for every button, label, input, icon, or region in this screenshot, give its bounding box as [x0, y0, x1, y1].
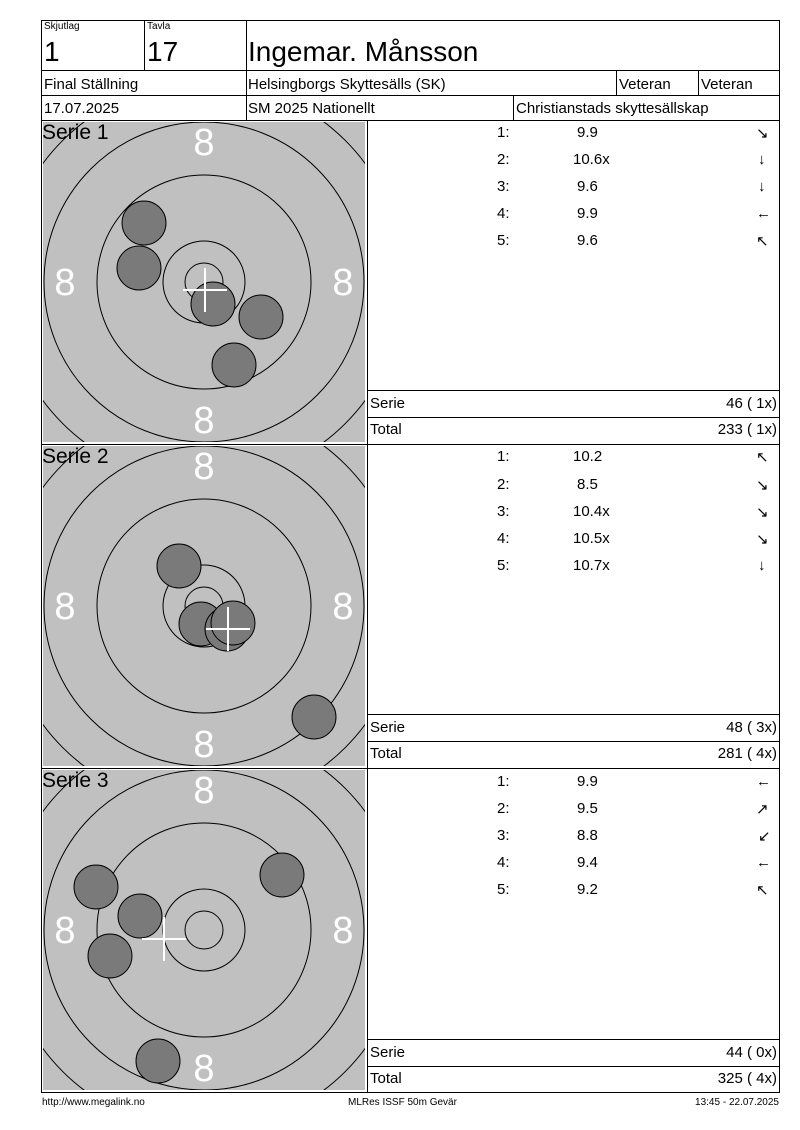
shot-value: 10.2	[573, 448, 603, 465]
serie-title: Serie 2	[42, 445, 109, 468]
shot-5	[212, 343, 256, 387]
serie-score: 48 ( 3x)	[726, 719, 777, 736]
arrow-down-right-icon: ↘	[756, 477, 769, 494]
footer-software: MLRes ISSF 50m Gevär	[348, 1097, 457, 1108]
ring-label-bottom: 8	[193, 400, 215, 442]
shot-value: 10.7x	[573, 557, 610, 574]
shot-1	[157, 544, 201, 588]
shooter-name: Ingemar. Månsson	[248, 36, 479, 67]
serie-label: Serie	[370, 395, 406, 412]
class-1: Veteran	[619, 76, 671, 93]
shot-num: 2:	[497, 476, 510, 493]
shot-value: 9.9	[577, 773, 598, 790]
ring-label-left: 8	[54, 586, 76, 628]
footer-timestamp: 13:45 - 22.07.2025	[695, 1097, 779, 1108]
arrow-up-left-icon: ↖	[756, 449, 769, 466]
shot-num: 3:	[497, 503, 510, 520]
arrow-up-right-icon: ↗	[756, 801, 769, 818]
shot-4	[118, 894, 162, 938]
target-2	[43, 446, 365, 766]
serie-title: Serie 3	[42, 769, 109, 792]
shot-5	[211, 601, 255, 645]
skjutlag-value: 1	[44, 36, 60, 67]
shot-1	[74, 865, 118, 909]
organizer: Christianstads skyttesällskap	[516, 100, 709, 117]
ring-label-left: 8	[54, 910, 76, 952]
shot-2	[292, 695, 336, 739]
shot-value: 9.5	[577, 800, 598, 817]
shot-value: 8.8	[577, 827, 598, 844]
class-2: Veteran	[701, 76, 753, 93]
serie-label: Serie	[370, 1044, 406, 1061]
shot-3	[191, 282, 235, 326]
arrow-down-right-icon: ↘	[756, 125, 769, 142]
ring-label-top: 8	[193, 122, 215, 164]
ring-label-right: 8	[332, 262, 354, 304]
arrow-down-icon: ↓	[758, 557, 766, 574]
stage-label: Final Ställning	[44, 76, 139, 93]
skjutlag-label: Skjutlag	[44, 21, 80, 32]
total-score: 233 ( 1x)	[717, 421, 777, 438]
target-background	[43, 770, 365, 1090]
total-score: 281 ( 4x)	[717, 745, 777, 762]
shot-num: 3:	[497, 178, 510, 195]
serie-score: 46 ( 1x)	[726, 395, 777, 412]
shot-value: 10.6x	[573, 151, 610, 168]
shot-num: 1:	[497, 448, 510, 465]
serie-score: 44 ( 0x)	[726, 1044, 777, 1061]
arrow-down-right-icon: ↘	[756, 531, 769, 548]
arrow-down-right-icon: ↘	[756, 504, 769, 521]
shot-value: 8.5	[577, 476, 598, 493]
shot-value: 9.9	[577, 124, 598, 141]
ring-label-left: 8	[54, 262, 76, 304]
shot-value: 10.4x	[573, 503, 610, 520]
shot-value: 9.9	[577, 205, 598, 222]
shot-3	[136, 1039, 180, 1083]
shot-num: 4:	[497, 530, 510, 547]
date: 17.07.2025	[44, 100, 120, 117]
shot-5	[88, 934, 132, 978]
target-3	[43, 770, 365, 1090]
ring-label-top: 8	[193, 770, 215, 812]
shot-num: 4:	[497, 205, 510, 222]
total-label: Total	[370, 1070, 402, 1087]
shot-num: 2:	[497, 800, 510, 817]
club-name: Helsingborgs Skyttesälls (SK)	[248, 76, 446, 93]
shot-value: 9.4	[577, 854, 598, 871]
tavla-label: Tavla	[147, 21, 171, 32]
ring-label-right: 8	[332, 910, 354, 952]
ring-label-right: 8	[332, 586, 354, 628]
shot-num: 4:	[497, 854, 510, 871]
arrow-down-icon: ↓	[758, 178, 766, 195]
total-score: 325 ( 4x)	[717, 1070, 777, 1087]
shot-value: 9.2	[577, 881, 598, 898]
shot-num: 3:	[497, 827, 510, 844]
arrow-left-icon: ←	[756, 773, 771, 790]
footer-link[interactable]: http://www.megalink.no	[42, 1097, 145, 1108]
serie-label: Serie	[370, 719, 406, 736]
shot-num: 5:	[497, 881, 510, 898]
total-label: Total	[370, 421, 402, 438]
shot-1	[122, 201, 166, 245]
ring-label-bottom: 8	[193, 724, 215, 766]
ring-label-bottom: 8	[193, 1048, 215, 1090]
ring-label-top: 8	[193, 446, 215, 488]
competition: SM 2025 Nationellt	[248, 100, 375, 117]
arrow-down-icon: ↓	[758, 151, 766, 168]
shot-num: 2:	[497, 151, 510, 168]
shot-num: 5:	[497, 557, 510, 574]
shot-value: 9.6	[577, 178, 598, 195]
arrow-up-left-icon: ↖	[756, 233, 769, 250]
tavla-value: 17	[147, 36, 179, 67]
arrow-left-icon: ←	[756, 854, 771, 871]
arrow-down-left-icon: ↙	[758, 828, 771, 845]
shot-num: 1:	[497, 773, 510, 790]
arrow-left-icon: ←	[756, 205, 771, 222]
shot-2	[260, 853, 304, 897]
target-1	[43, 122, 365, 442]
shot-2	[117, 246, 161, 290]
shot-value: 10.5x	[573, 530, 610, 547]
shot-4	[239, 295, 283, 339]
shot-num: 5:	[497, 232, 510, 249]
shot-num: 1:	[497, 124, 510, 141]
total-label: Total	[370, 745, 402, 762]
serie-title: Serie 1	[42, 121, 109, 144]
shot-value: 9.6	[577, 232, 598, 249]
arrow-up-left-icon: ↖	[756, 882, 769, 899]
